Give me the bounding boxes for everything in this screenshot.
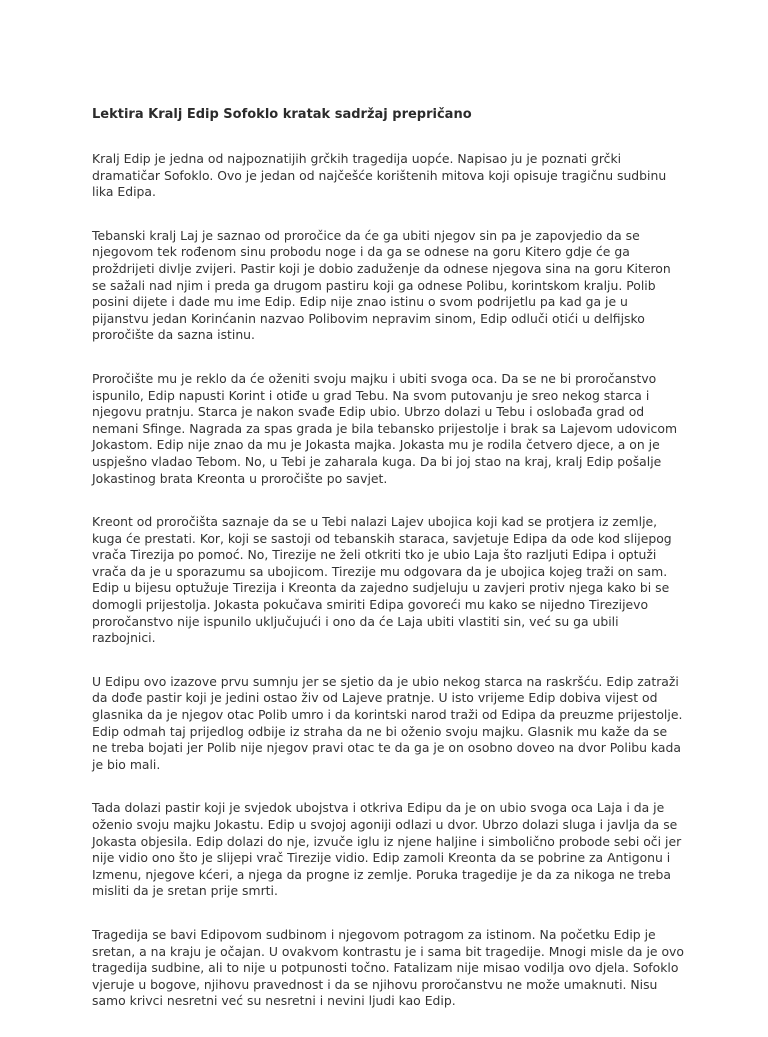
paragraph-prorociste: Proročište mu je reklo da će oženiti svoju majku i ubiti svoga oca. Da se ne bi proročanstvo ispunilo, Edip napusti Korint i otiđe u grad Tebu. Na svom putovanju je sreo nekog starca i njegovu pratnju. Starca je nakon svađe Edip ubio. Ubrzo dolazi u Tebu i oslobađa grad od nemani Sfinge. Nagrada za spas grada je bila tebansko prijestolje i brak sa Lajevom udovicom Jokastom. Edip nije znao da mu je Jokasta majka. Jokasta mu je rodila četvero djece, a on je uspješno vladao Tebom. No, u Tebi je zaharala kuga. Da bi joj stao na kraj, kralj Edip pošalje Jokastinog brata Kreonta u proročište po savjet.	[92, 370, 678, 486]
document-page	[92, 106, 684, 1037]
paragraph-laj: Tebanski kralj Laj je saznao od proročice da će ga ubiti njegov sin pa je zapovjedio da se njegovom tek rođenom sinu probodu noge i da ga se odnese na goru Kitero gdje će ga proždrijeti divlje zvijeri. Pastir koji je dobio zaduženje da odnese njegova sina na goru Kiteron se sažali nad njim i preda ga drugom pastiru koji ga odnese Polibu, korintskom kralju. Polib posini dijete i dade mu ime Edip. Edip nije znao istinu o svom podrijetlu pa kad ga je u pijanstvu jedan Korinćanin nazvao Polibovim nepravim sinom, Edip odluči otići u delfijsko proročište da sazna istinu.	[92, 227, 671, 343]
paragraph-intro: Kralj Edip je jedna od najpoznatijih grčkih tragedija uopće. Napisao ju je poznati grčki dramatičar Sofoklo. Ovo je jedan od najčešće korištenih mitova koji opisuje tragičnu sudbinu lika Edipa.	[92, 151, 667, 200]
paragraph-pastir: Tada dolazi pastir koji je svjedok ubojstva i otkriva Edipu da je on ubio svoga oca Laja i da je oženio svoju majku Jokastu. Edip u svojoj agoniji odlazi u dvor. Ubrzo dolazi sluga i javlja da se Jokasta objesila. Edip dolazi do nje, izvuče iglu iz njene haljine i simbolično probode sebi oči jer nije vidio ono što je slijepi vrač Tirezije vidio. Edip zamoli Kreonta da se pobrine za Antigonu i Izmenu, njegove kćeri, a njega da progne iz zemlje. Poruka tragedije je da za nikoga ne treba misliti da je sretan prije smrti.	[92, 800, 682, 899]
paragraph-sumnja: U Edipu ovo izazove prvu sumnju jer se sjetio da je ubio nekog starca na raskršću. Edip zatraži da dođe pastir koji je jedini ostao živ od Lajeve pratnje. U isto vrijeme Edip dobiva vijest od glasnika da je njegov otac Polib umro i da korintski narod traži od Edipa da preuzme prijestolje. Edip odmah taj prijedlog odbije iz straha da ne bi oženio svoju majku. Glasnik mu kaže da se ne treba bojati jer Polib nije njegov pravi otac te da ga je on osobno doveo na dvor Polibu kada je bio mali.	[92, 673, 683, 772]
paragraph-kreont: Kreont od proročišta saznaje da se u Tebi nalazi Lajev ubojica koji kad se protjera iz zemlje, kuga će prestati. Kor, koji se sastoji od tebanskih staraca, savjetuje Edipa da ode kod slijepog vrača Tirezija po pomoć. No, Tirezije ne želi otkriti tko je ubio Laja što razljuti Edipa i optuži vrača da je u sporazumu sa ubojicom. Tirezije mu odgovara da je ubojica kojeg traži on sam. Edip u bijesu optužuje Tirezija i Kreonta da zajedno sudjeluju u zavjeri protiv njega kako bi se domogli prijestolja. Jokasta pokučava smiriti Edipa govoreći mu kako se nijedno Tirezijevo proročanstvo nije ispunilo uključujući i ono da će Laja ubiti vlastiti sin, već su ga ubili razbojnici.	[92, 514, 672, 646]
paragraph-tragedija: Tragedija se bavi Edipovom sudbinom i njegovom potragom za istinom. Na početku Edip je sretan, a na kraju je očajan. U ovakvom kontrastu je i sama bit tragedije. Mnogi misle da je ovo tragedija sudbine, ali to nije u potpunosti točno. Fatalizam nije misao vodilja ovo djela. Sofoklo vjeruje u bogove, njihovu pravednost i da se njihovu proročanstvu ne može umaknuti. Nisu samo krivci nesretni već su nesretni i nevini ljudi kao Edip.	[92, 926, 684, 1009]
document-title: Lektira Kralj Edip Sofoklo kratak sadržaj prepričano	[92, 107, 472, 122]
